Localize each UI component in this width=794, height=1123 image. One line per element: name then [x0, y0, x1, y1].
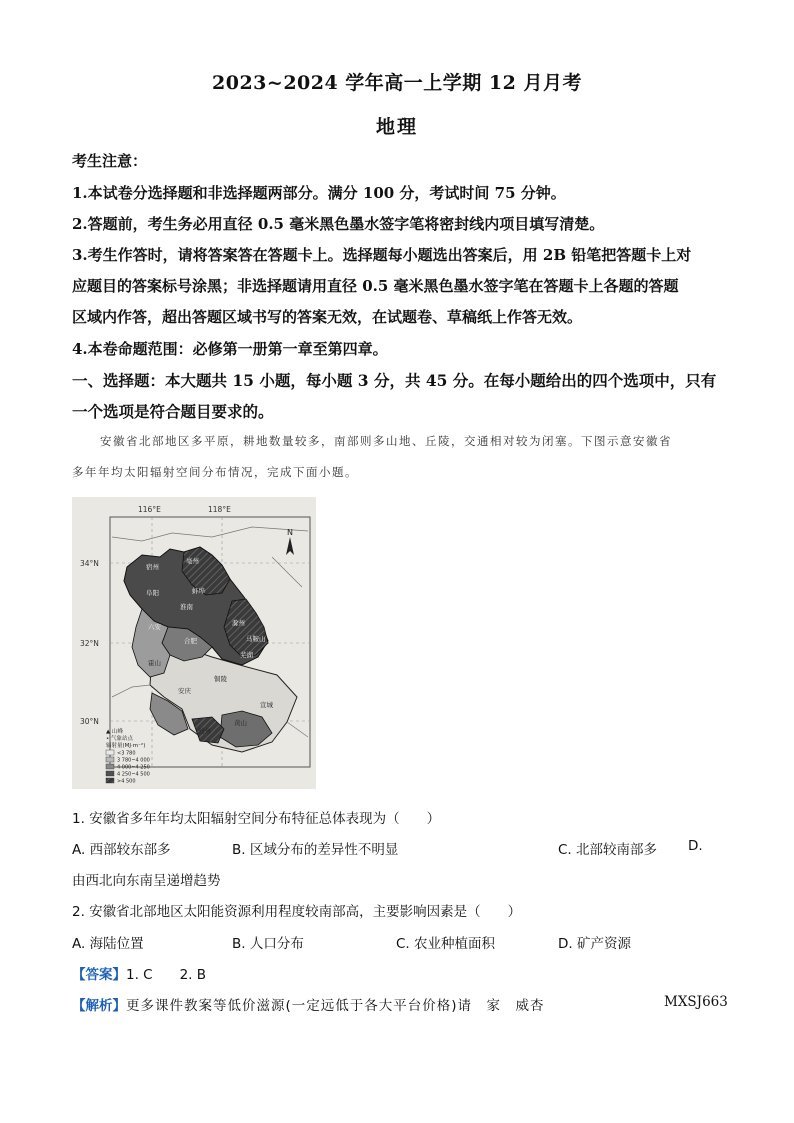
- notice-item-3-line-3: 区域内作答，超出答题区域书写的答案无效，在试题卷、草稿纸上作答无效。: [72, 308, 583, 326]
- city-wuhu: 芜湖: [240, 651, 253, 659]
- label-118e: 118°E: [208, 505, 231, 514]
- notice-item-3-line-1: 3.考生作答时，请将答案答在答题卡上。选择题每小题选出答案后，用 2B 铅笔把答题卡上对: [72, 246, 692, 264]
- analysis-text: 更多课件教案等低价滋源(一定远低于各大平台价格)请 家 威杏: [126, 998, 545, 1014]
- legend-mountain: ▲ 山峰: [106, 729, 123, 735]
- notice-item-1: 1.本试卷分选择题和非选择题两部分。满分 100 分，考试时间 75 分钟。: [72, 184, 566, 202]
- city-hefei: 合肥: [184, 637, 197, 645]
- section-heading-line-1: 一、选择题：本大题共 15 小题，每小题 3 分，共 45 分。在每小题给出的四个选项中，只有: [72, 371, 717, 390]
- legend-title: 辐射量(MJ·m⁻²): [106, 743, 146, 749]
- city-suzhou: 宿州: [146, 563, 159, 571]
- city-maanshan: 马鞍山: [246, 635, 266, 643]
- exam-title: 2023~2024 学年高一上学期 12 月月考: [212, 72, 582, 94]
- analysis-code: MXSJ663: [664, 994, 728, 1010]
- city-xuancheng: 宣城: [260, 701, 273, 709]
- label-116e: 116°E: [138, 505, 161, 514]
- legend-item-3: 4 000~4 250: [117, 764, 150, 771]
- question-1-option-d[interactable]: D.: [688, 838, 703, 854]
- notice-heading: 考生注意：: [72, 152, 148, 170]
- passage-line-1: 安徽省北部地区多平原，耕地数量较多，南部则多山地、丘陵，交通相对较为闭塞。下图示意安徽省: [100, 434, 672, 448]
- city-huangshan: 黄山: [234, 719, 247, 727]
- city-tongling: 铜陵: [214, 675, 227, 683]
- passage-line-2: 多年年均太阳辐射空间分布情况，完成下面小题。: [72, 465, 358, 479]
- answer-tag: 【答案】: [72, 967, 126, 983]
- question-2-option-d[interactable]: D. 矿产资源: [558, 936, 631, 952]
- answer-text: 1. C 2. B: [126, 967, 207, 983]
- city-bozhou: 亳州: [186, 557, 199, 565]
- analysis-line: [72, 994, 545, 1014]
- question-1-option-d-text: 由西北向东南呈递增趋势: [72, 873, 221, 889]
- legend-item-4: 4 250~4 500: [117, 771, 150, 778]
- city-luan: 六安: [148, 623, 161, 631]
- question-2-option-a[interactable]: A. 海陆位置: [72, 936, 144, 952]
- question-2-option-b[interactable]: B. 人口分布: [232, 936, 304, 952]
- label-30n: 30°N: [80, 717, 99, 726]
- section-heading-line-2: 一个选项是符合题目要求的。: [72, 402, 274, 421]
- notice-item-3-line-2: 应题目的答案标号涂黑；非选择题请用直径 0.5 毫米黑色墨水签字笔在答题卡上各题的答题: [72, 277, 679, 295]
- svg-text:N: N: [287, 528, 293, 537]
- city-chizhou: 池州: [198, 727, 211, 735]
- city-chuzhou: 滁州: [232, 619, 245, 627]
- city-huainan: 淮南: [180, 603, 193, 611]
- subject-title: 地理: [375, 116, 418, 138]
- question-1-option-c[interactable]: C. 北部较南部多: [558, 842, 658, 858]
- question-2-option-c[interactable]: C. 农业种植面积: [396, 936, 496, 952]
- notice-item-4: 4.本卷命题范围：必修第一册第一章至第四章。: [72, 340, 388, 358]
- label-34n: 34°N: [80, 559, 99, 568]
- question-1-stem: 1. 安徽省多年年均太阳辐射空间分布特征总体表现为（ ）: [72, 811, 441, 827]
- legend-station: • 气象站点: [106, 736, 133, 742]
- legend-item-1: <3 780: [117, 750, 136, 757]
- analysis-tag: 【解析】: [72, 998, 126, 1014]
- label-32n: 32°N: [80, 639, 99, 648]
- city-fuyang: 阜阳: [146, 589, 159, 597]
- legend-item-5: >4 500: [117, 778, 136, 785]
- city-huoshan: 霍山: [148, 659, 161, 667]
- question-1-option-a[interactable]: A. 西部较东部多: [72, 842, 171, 858]
- city-anqing: 安庆: [178, 687, 191, 695]
- solar-radiation-map: [72, 497, 316, 789]
- question-2-stem: 2. 安徽省北部地区太阳能资源利用程度较南部高，主要影响因素是（ ）: [72, 904, 522, 920]
- question-1-option-b[interactable]: B. 区域分布的差异性不明显: [232, 842, 399, 858]
- notice-item-2: 2.答题前，考生务必用直径 0.5 毫米黑色墨水签字笔将密封线内项目填写清楚。: [72, 215, 605, 233]
- city-bengbu: 蚌埠: [192, 587, 205, 595]
- map-figure: [72, 497, 316, 789]
- legend-item-2: 3 780~4 000: [117, 757, 150, 764]
- answer-line: [72, 963, 206, 983]
